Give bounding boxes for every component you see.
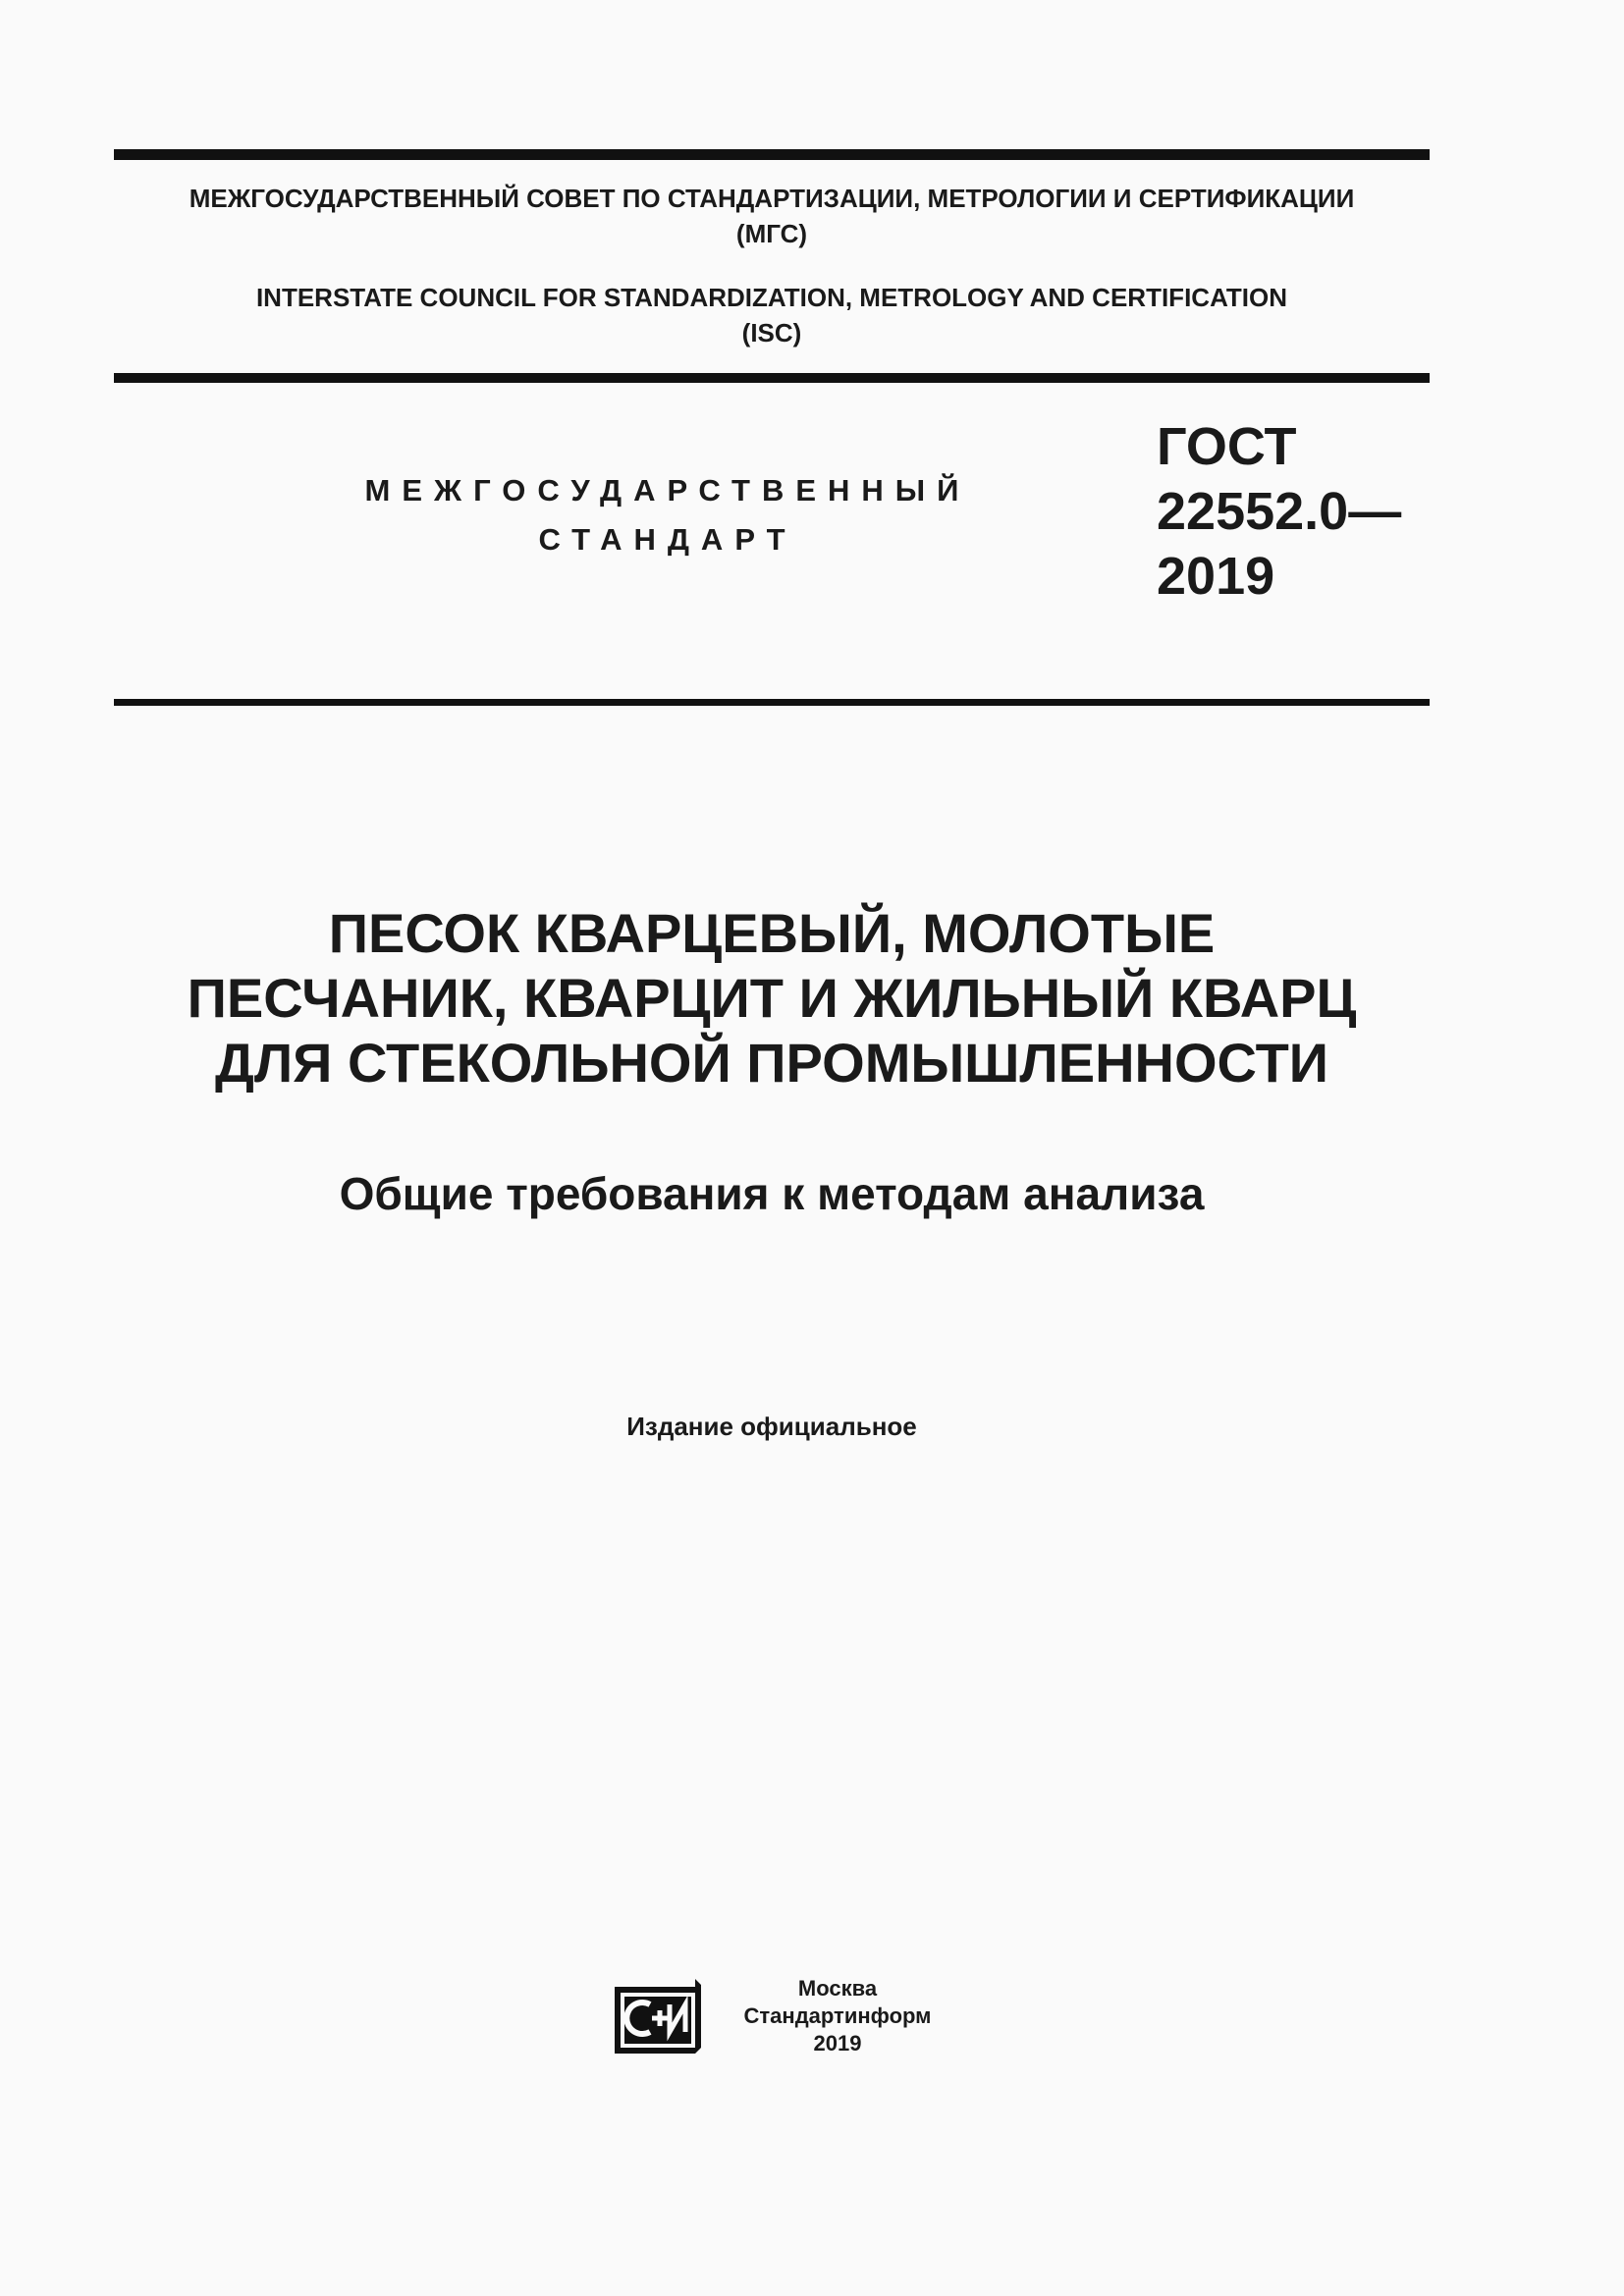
council-name-en (114, 280, 1430, 350)
gost-prefix: ГОСТ (1157, 417, 1297, 476)
title-line-2: ПЕСЧАНИК, КВАРЦИТ И ЖИЛЬНЫЙ КВАРЦ (187, 967, 1357, 1029)
top-divider (114, 149, 1430, 160)
title-line-1: ПЕСОК КВАРЦЕВЫЙ, МОЛОТЫЕ (328, 902, 1216, 964)
title-line-3: ДЛЯ СТЕКОЛЬНОЙ ПРОМЫШЛЕННОСТИ (214, 1032, 1329, 1094)
standard-kind-line1: МЕЖГОСУДАРСТВЕННЫЙ (364, 473, 971, 507)
gost-year: 2019 (1157, 547, 1275, 606)
council-name-en-text: INTERSTATE COUNCIL FOR STANDARDIZATION, METROLOGY AND CERTIFICATION (255, 283, 1288, 312)
standard-kind-line2: СТАНДАРТ (538, 522, 797, 557)
council-name-ru-text: МЕЖГОСУДАРСТВЕННЫЙ СОВЕТ ПО СТАНДАРТИЗАЦИИ, МЕТРОЛОГИИ И СЕРТИФИКАЦИИ (189, 184, 1355, 213)
publisher-name: Стандартинформ (743, 2003, 932, 2028)
council-abbr-ru: (МГС) (735, 219, 808, 248)
publisher-year: 2019 (813, 2031, 862, 2056)
publisher-city: Москва (797, 1976, 878, 2001)
council-abbr-en: (ISC) (741, 318, 802, 347)
document-subtitle: Общие требования к методам анализа (339, 1168, 1205, 1219)
middle-divider (114, 373, 1430, 383)
document-title (114, 901, 1430, 1095)
gost-designation (1157, 414, 1401, 609)
publisher-info (725, 1975, 950, 2057)
council-name-ru (114, 181, 1430, 251)
gost-number: 22552.0— (1157, 482, 1402, 541)
edition-note: Издание официальное (626, 1412, 917, 1441)
standartinform-logo-icon (611, 1979, 703, 2054)
bottom-divider (114, 699, 1430, 706)
